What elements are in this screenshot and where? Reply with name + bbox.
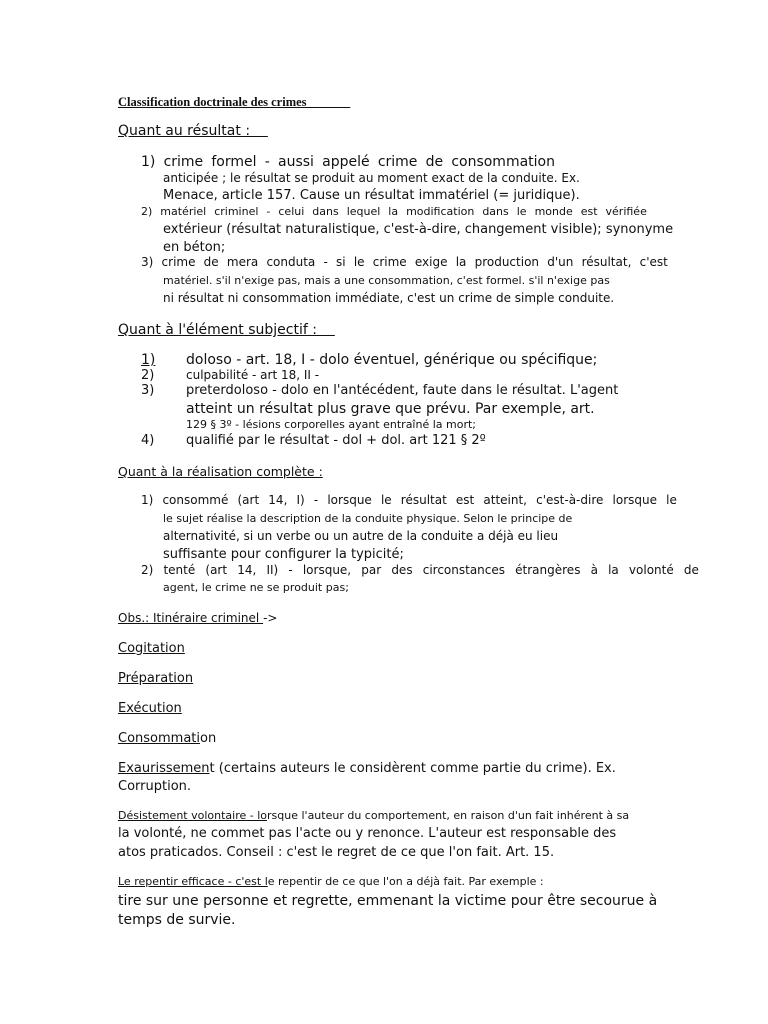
list-item-text: 129 § 3º - lésions corporelles ayant entraîné la mort;	[186, 418, 477, 431]
list-item-mera-conduta: 3) crime de mera conduta - si le crime exige la production d'un résultat, c'est	[141, 255, 668, 269]
list-item-text: alternativité, si un verbe ou un autre de la conduite a déjà eu lieu	[163, 529, 559, 543]
document-title	[118, 95, 350, 109]
list-item-text: anticipée ; le résultat se produit au moment exact de la conduite. Ex.	[163, 171, 580, 185]
stage-consommation: Consommation	[118, 731, 217, 746]
item-number: 1)	[141, 352, 156, 368]
list-item-text: Menace, article 157. Cause un résultat immatériel (= juridique).	[163, 188, 580, 203]
section-heading-resultat: Quant au résultat :	[118, 123, 251, 139]
paragraph-text: atos praticados. Conseil : c'est le regret de ce que l'on fait. Art. 15.	[118, 845, 555, 860]
item-number: 1)	[141, 493, 154, 507]
title-text: Classification doctrinale des crimes	[118, 95, 307, 109]
paragraph-text: temps de survie.	[118, 912, 236, 928]
stage-preparation: Préparation	[118, 671, 194, 686]
paragraph-repentir: Le repentir efficace - c'est le repentir de ce que l'on a déjà fait. Par exemple :	[118, 875, 544, 888]
arrow-icon: ->	[263, 611, 278, 625]
list-item-text: matériel. s'il n'exige pas, mais a une consommation, c'est formel. s'il n'exige pas	[163, 274, 610, 287]
obs-label: Obs.: Itinéraire criminel	[118, 611, 264, 625]
stage-execution: Exécution	[118, 701, 182, 716]
paragraph-text: la volonté, ne commet pas l'acte ou y renonce. L'auteur est responsable des	[118, 826, 617, 841]
item-number: 4)	[141, 433, 155, 448]
paragraph-text: Corruption.	[118, 779, 192, 794]
list-item-culpabilite: 2) culpabilité - art 18, II -	[141, 368, 320, 383]
list-item-text: agent, le crime ne se produit pas;	[163, 581, 349, 594]
section-heading-realisation: Quant à la réalisation complète :	[118, 464, 323, 479]
list-item-text: extérieur (résultat naturalistique, c'est-à-dire, changement visible); synonyme	[163, 222, 674, 237]
list-item-consomme: 1) consommé (art 14, I) - lorsque le résultat est atteint, c'est-à-dire lorsque le	[141, 493, 677, 507]
list-item-materiel-criminel: 2) matériel criminel - celui dans lequel la modification dans le monde est vérifiée	[141, 205, 647, 218]
item-number: 1)	[141, 154, 156, 170]
list-item-crime-formel: 1) crime formel - aussi appelé crime de consommation	[141, 154, 555, 170]
term: Le repentir efficace - c'est l	[118, 875, 268, 888]
list-item-qualifie: 4) qualifié par le résultat - dol + dol. art 121 § 2º	[141, 433, 486, 448]
obs-line	[118, 612, 277, 626]
term: Désistement volontaire - lo	[118, 809, 268, 822]
term: Exaurissemen	[118, 761, 210, 776]
item-number: 2)	[141, 205, 153, 218]
section-heading-subjectif: Quant à l'élément subjectif :	[118, 322, 317, 338]
stage-cogitation: Cogitation	[118, 641, 185, 656]
list-item-text: ni résultat ni consommation immédiate, c'est un crime de simple conduite.	[163, 291, 615, 305]
item-number: 3)	[141, 383, 155, 398]
list-item-text: le sujet réalise la description de la conduite physique. Selon le principe de	[163, 512, 573, 525]
paragraph-exaurissement: Exaurissement (certains auteurs le considèrent comme partie du crime). Ex.	[118, 761, 616, 776]
list-item-preterdoloso: 3) preterdoloso - dolo en l'antécédent, faute dans le résultat. L'agent	[141, 383, 619, 398]
list-item-text: en béton;	[163, 240, 226, 255]
item-number: 2)	[141, 563, 154, 577]
item-number: 3)	[141, 255, 154, 269]
list-item-doloso: 1) doloso - art. 18, I - dolo éventuel, générique ou spécifique;	[141, 352, 598, 368]
list-item-text: atteint un résultat plus grave que prévu. Par exemple, art.	[186, 401, 595, 417]
item-number: 2)	[141, 368, 155, 383]
list-item-tente: 2) tenté (art 14, II) - lorsque, par des circonstances étrangères à la volonté de	[141, 563, 699, 577]
paragraph-desistement: Désistement volontaire - lorsque l'auteur du comportement, en raison d'un fait inhérent à sa	[118, 809, 630, 822]
paragraph-text: tire sur une personne et regrette, emmenant la victime pour être secourue à	[118, 893, 658, 909]
list-item-text: suffisante pour configurer la typicité;	[163, 547, 404, 562]
